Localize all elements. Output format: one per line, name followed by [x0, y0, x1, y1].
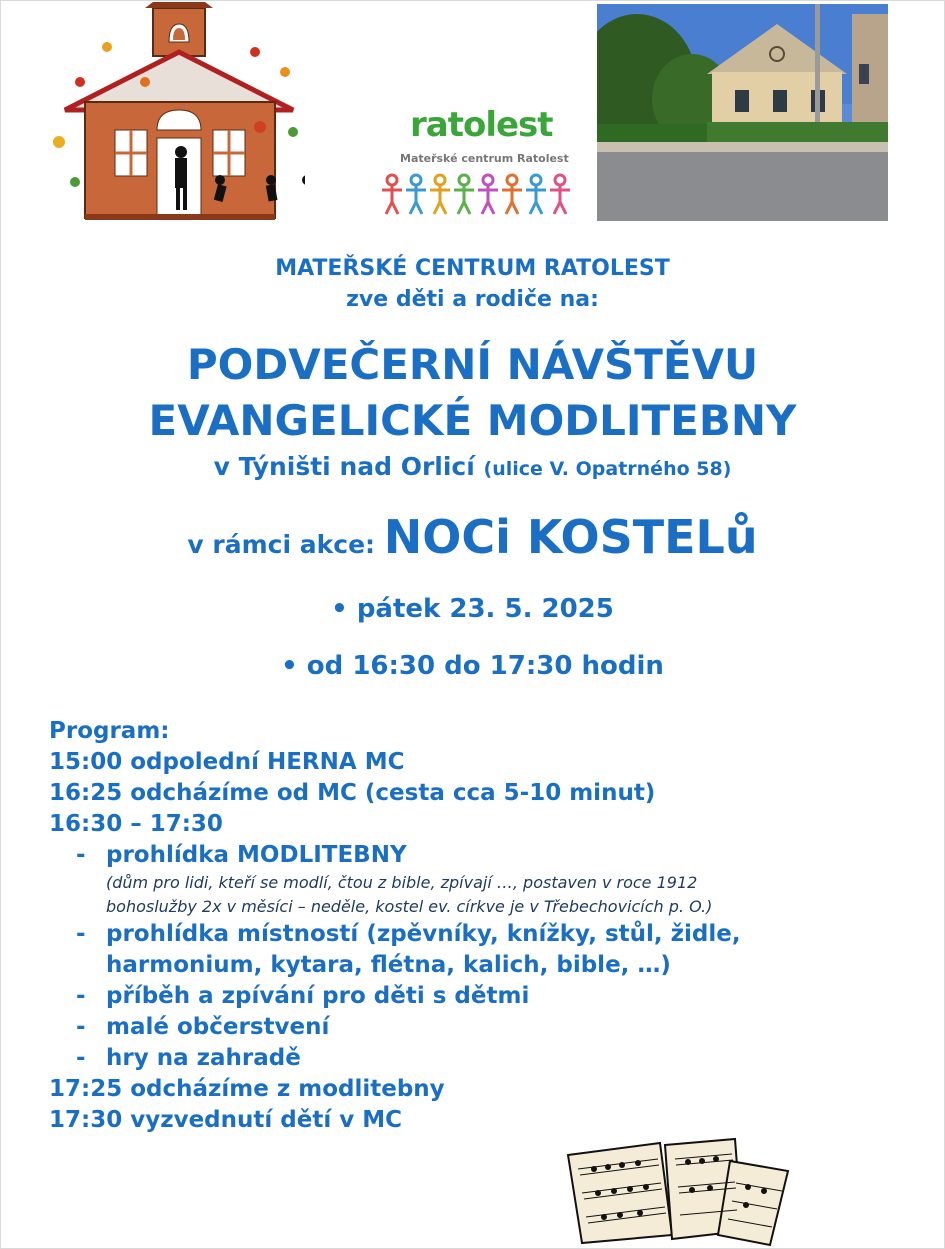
- program-item-text: příběh a zpívání pro děti s dětmi: [106, 983, 530, 1009]
- logo-subtitle: Mateřské centrum Ratolest: [400, 152, 569, 165]
- program-item: [49, 1043, 741, 1074]
- event-prefix: v rámci akce:: [187, 530, 376, 559]
- program-item: [49, 840, 741, 871]
- location-line: [0, 452, 945, 481]
- dash-bullet: -: [76, 1045, 86, 1071]
- event-date: [0, 594, 945, 624]
- program-note: (dům pro lidi, kteří se modlí, čtou z bible, zpívají …, postaven v roce 1912: [106, 873, 698, 892]
- program-item: [49, 1012, 741, 1043]
- prayer-house-photo: [597, 4, 888, 221]
- program-item-text: prohlídka MODLITEBNY: [106, 842, 407, 868]
- event-line: [0, 510, 945, 564]
- program-item-text: prohlídka místností (zpěvníky, knížky, stůl, židle,: [106, 921, 741, 947]
- headline-line-2: EVANGELICKÉ MODLITEBNY: [148, 396, 797, 445]
- program-line: 16:30 – 17:30: [49, 811, 223, 837]
- location-address: (ulice V. Opatrného 58): [483, 458, 732, 480]
- logo-text: ratolest: [410, 105, 553, 145]
- program-line: 16:25 odcházíme od MC (cesta cca 5-10 minut): [49, 780, 656, 806]
- program-line: 17:30 vyzvednutí dětí v MC: [49, 1107, 402, 1133]
- dash-bullet: -: [76, 1014, 86, 1040]
- organizer-name: MATEŘSKÉ CENTRUM RATOLEST: [275, 256, 670, 281]
- ratolest-logo: [370, 100, 590, 220]
- dash-bullet: -: [76, 983, 86, 1009]
- program-item-continuation: [49, 950, 741, 981]
- bullet-icon: •: [281, 651, 298, 681]
- program-line: 15:00 odpolední HERNA MC: [49, 749, 405, 775]
- program-section: [49, 716, 741, 1136]
- event-time: [0, 651, 945, 681]
- bullet-icon: •: [331, 594, 348, 624]
- program-item-text: malé občerstvení: [106, 1014, 330, 1040]
- program-line: 17:25 odcházíme z modlitebny: [49, 1076, 445, 1102]
- headline-line-1: PODVEČERNÍ NÁVŠTĚVU: [186, 340, 759, 389]
- dash-bullet: -: [76, 842, 86, 868]
- school-illustration: [45, 2, 305, 222]
- program-note: bohoslužby 2x v měsíci – neděle, kostel ev. církve je v Třebechovicích p. O.): [106, 897, 713, 916]
- time-text: od 16:30 do 17:30 hodin: [306, 651, 664, 681]
- event-name: NOCi KOSTELů: [383, 510, 758, 564]
- invitation-line: zve děti a rodiče na:: [346, 287, 599, 312]
- children-illustration: [380, 172, 585, 218]
- program-heading: Program:: [49, 718, 170, 744]
- program-item-text: harmonium, kytara, flétna, kalich, bible, …): [106, 952, 671, 978]
- location-town: v Týništi nad Orlicí: [213, 452, 475, 481]
- sheet-music-illustration: [560, 1135, 790, 1247]
- dash-bullet: -: [76, 921, 86, 947]
- program-item: [49, 919, 741, 950]
- program-item-text: hry na zahradě: [106, 1045, 301, 1071]
- program-item: [49, 981, 741, 1012]
- date-text: pátek 23. 5. 2025: [356, 594, 614, 624]
